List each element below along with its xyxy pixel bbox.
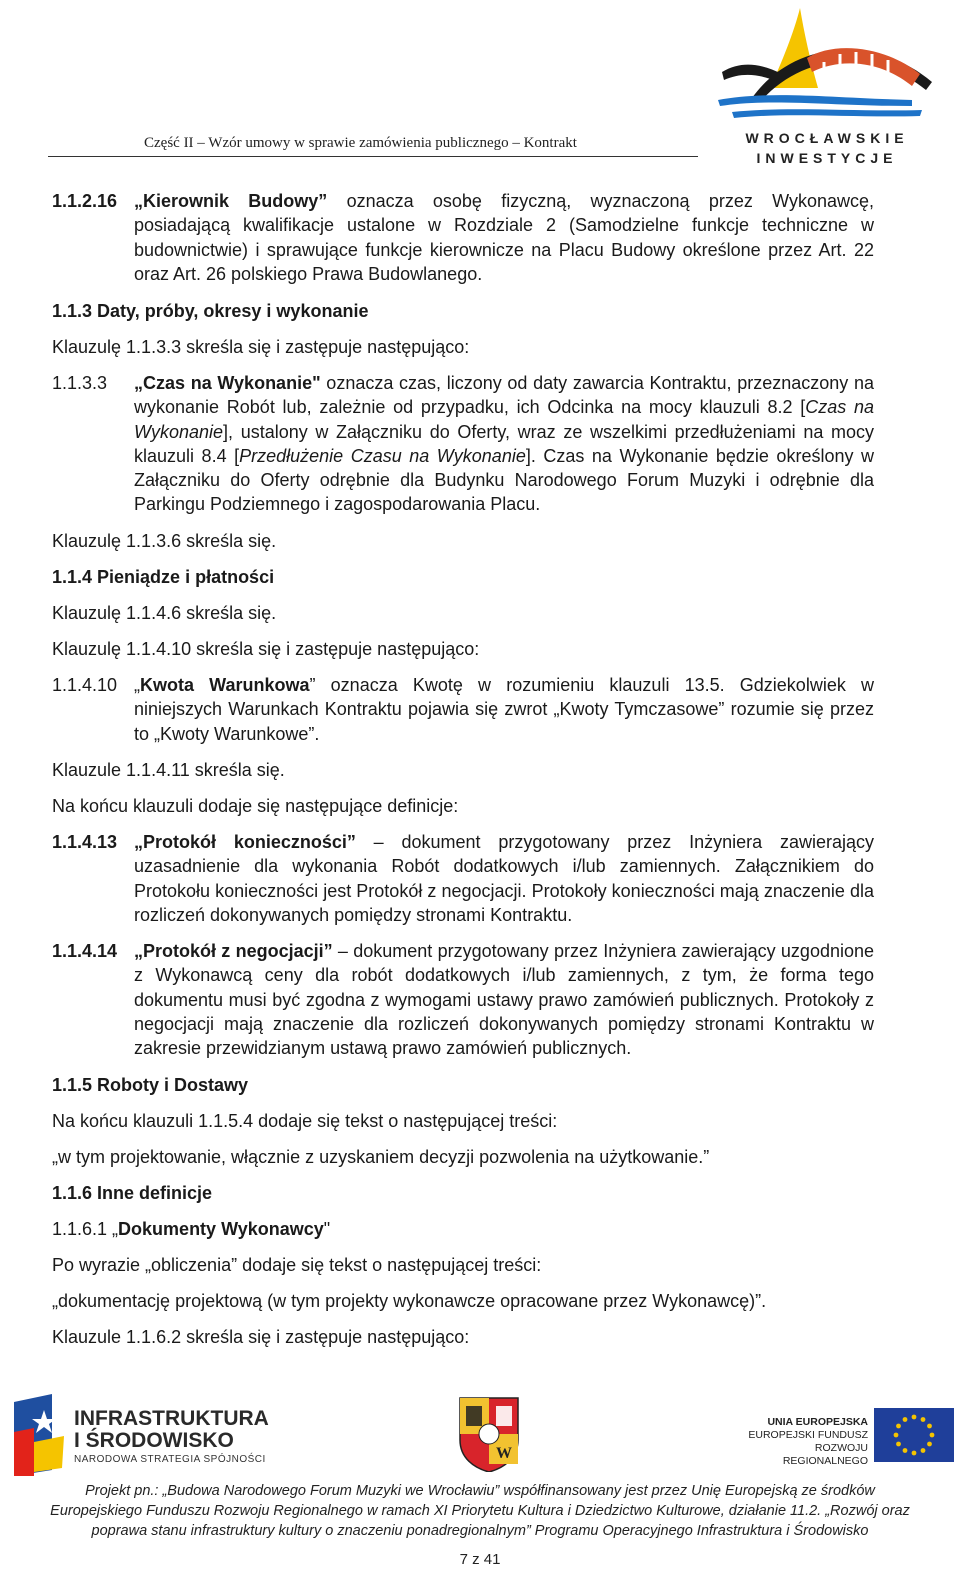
- wroclaw-coat-of-arms-icon: [458, 1396, 520, 1472]
- paragraph-text: Klauzule 1.1.6.2 skreśla się i zastępuje następująco:: [52, 1327, 470, 1347]
- clause-number: 1.1.2.16: [52, 191, 118, 211]
- defined-term: Kierownik Budowy: [143, 191, 319, 211]
- logo-line-2: INWESTYCJE: [756, 150, 898, 166]
- section-heading-1-1-3: 1.1.3 Daty, próby, okresy i wykonanie: [52, 301, 369, 321]
- section-heading-1-1-5: 1.1.5 Roboty i Dostawy: [52, 1075, 249, 1095]
- quoted-insertion: „w tym projektowanie, włącznie z uzyskaniem decyzji pozwolenia na użytkowanie.”: [52, 1147, 710, 1167]
- paragraph-text: Na końcu klauzuli dodaje się następujące definicje:: [52, 796, 459, 816]
- svg-text:W: W: [496, 1445, 512, 1462]
- logo-line-2: EUROPEJSKI FUNDUSZ: [748, 1429, 868, 1441]
- project-funding-note: Projekt pn.: „Budowa Narodowego Forum Muzyki we Wrocławiu” współfinansowany jest przez Unię Europejską ze środków Europejskiego Funduszu Rozwoju Regionalnego w ramach XI Priorytetu Kultura i Dziedzictwo Kulturowe, działanie 11.2. „Rozwój oraz poprawa stanu infrastruktury kultury o znaczeniu ponadregionalnym” Programu Operacyjnego Infrastruktura i Środowisko: [50, 1483, 910, 1539]
- bridge-logo-icon: [712, 2, 942, 127]
- clause-number: 1.1.4.10: [52, 675, 118, 695]
- paragraph-text: Po wyrazie „obliczenia” dodaje się tekst o następującej treści:: [52, 1255, 542, 1275]
- paragraph-1-1-4-13: [52, 830, 874, 927]
- document-header-title: Część II – Wzór umowy w sprawie zamówienia publicznego – Kontrakt: [144, 135, 577, 151]
- section-heading-1-1-6: 1.1.6 Inne definicje: [52, 1183, 213, 1203]
- quote-open: „: [134, 191, 143, 211]
- paragraph-1-1-2-16: [52, 189, 874, 286]
- definition-text: – dokument przygotowany przez Inżyniera zawierający uzgodnione z Wykonawcą ceny dla robót dodatkowych i/lub zamiennych, z tym, że forma tego dokumentu musi być zgodna z wymogami ustawy prawo zamówień publicznych. Protokoły z negocjacji mają znaczenie dla rozliczeń dokonywanych pomiędzy stronami Kontraktu w zakresie przewidzianym ustawą prawo zamówień publicznych.: [134, 941, 875, 1059]
- infrastruktura-srodowisko-flag-icon: [4, 1392, 70, 1476]
- infrastruktura-srodowisko-logo-text: [74, 1408, 269, 1452]
- paragraph-text: Na końcu klauzuli 1.1.5.4 dodaje się tekst o następującej treści:: [52, 1111, 558, 1131]
- logo-line-3: ROZWOJU REGIONALNEGO: [782, 1442, 868, 1467]
- definition-text: ], ustalony w Załączniku do Oferty, wraz ze wszelkimi przedłużeniami na mocy klauzuli 8.4 [: [134, 421, 874, 466]
- paragraph-text: Klauzulę 1.1.3.6 skreśla się.: [52, 531, 277, 551]
- definition-text: oznacza osobę fizyczną, wyznaczoną przez Wykonawcę, posiadającą kwalifikacje ustalone w Rozdziale 2 (Samodzielne funkcje techniczne w budownictwie) i sprawujące funkcje kierownicze na Placu Budowy określone przez Art. 22 oraz Art. 26 polskiego Prawa Budowlanego.: [134, 191, 875, 284]
- paragraph-text: Klauzule 1.1.4.11 skreśla się.: [52, 760, 285, 780]
- definition-text: oznacza Kwotę w rozumieniu klauzuli 13.5. Gdziekolwiek w niniejszych Warunkach Kontraktu pojawia się zwrot „Kwoty Tymczasowe” rozumie się przez to „Kwoty Warunkowe”.: [134, 675, 874, 744]
- section-heading-1-1-4: 1.1.4 Pieniądze i płatności: [52, 567, 275, 587]
- defined-term: Dokumenty Wykonawcy: [118, 1219, 324, 1239]
- clause-number: 1.1.4.13: [52, 832, 118, 852]
- logo-line-2: I ŚRODOWISKO: [74, 1429, 234, 1452]
- quote-close: ": [323, 1219, 331, 1239]
- eu-flag-icon: [874, 1408, 954, 1462]
- quoted-insertion: „dokumentację projektową (w tym projekty wykonawcze opracowane przez Wykonawcę)”.: [52, 1291, 767, 1311]
- logo-line-1: WROCŁAWSKIE: [745, 130, 909, 146]
- quote-open: „: [134, 675, 140, 695]
- italic-reference: Przedłużenie Czasu na Wykonanie: [239, 445, 526, 466]
- logo-line-1: INFRASTRUKTURA: [74, 1407, 269, 1430]
- paragraph-1-1-3-3: [52, 371, 874, 517]
- header-divider: [48, 156, 698, 157]
- logo-subtitle: NARODOWA STRATEGIA SPÓJNOŚCI: [74, 1454, 266, 1465]
- definition-text: – dokument przygotowany przez Inżyniera zawierający uzasadnienie dla wykonania Robót dodatkowych i/lub zamiennych. Załącznikiem do Protokołu konieczności jest Protokół z negocjacji. Protokoły konieczności mają znaczenie dla rozliczeń dokonywanych pomiędzy stronami Kontraktu.: [134, 832, 874, 925]
- quote-close: ”: [309, 675, 316, 695]
- logo-line-1: UNIA EUROPEJSKA: [767, 1416, 868, 1428]
- quote-close: ”: [318, 191, 328, 211]
- paragraph-1-1-6-1: [52, 1217, 874, 1241]
- footer-logos: [0, 1390, 960, 1480]
- defined-term: „Protokół z negocjacji”: [134, 941, 333, 961]
- paragraph-text: Klauzulę 1.1.4.6 skreśla się.: [52, 603, 277, 623]
- paragraph-1-1-4-10: [52, 673, 874, 746]
- page-number: 7 z 41: [459, 1551, 501, 1568]
- defined-term: Kwota Warunkowa: [140, 675, 310, 695]
- definition-text: oznacza czas, liczony od daty zawarcia Kontraktu, przeznaczony na wykonanie Robót lub, zależnie od przypadku, ich Odcinka na mocy klauzuli 8.2 [: [134, 373, 875, 418]
- quote-open: „: [112, 1219, 119, 1239]
- clause-number: 1.1.4.14: [52, 941, 118, 961]
- unia-europejska-logo-text: [728, 1416, 868, 1468]
- defined-term: „Czas na Wykonanie": [134, 373, 321, 393]
- paragraph-text: Klauzulę 1.1.4.10 skreśla się i zastępuje następująco:: [52, 639, 480, 659]
- wroclawskie-inwestycje-logo: [712, 2, 942, 172]
- paragraph-text: Klauzulę 1.1.3.3 skreśla się i zastępuje następująco:: [52, 337, 470, 357]
- clause-number: 1.1.3.3: [52, 373, 108, 393]
- paragraph-1-1-4-14: [52, 939, 874, 1060]
- defined-term: „Protokół konieczności”: [134, 832, 356, 852]
- definition-text: ]. Czas na Wykonanie będzie określony w Załączniku do Oferty odrębnie dla Budynku Narodowego Forum Muzyki i odrębnie dla Parkingu Podziemnego i zagospodarowania Placu.: [134, 445, 874, 515]
- clause-number: 1.1.6.1: [52, 1219, 113, 1239]
- italic-reference: Czas na Wykonanie: [134, 397, 874, 442]
